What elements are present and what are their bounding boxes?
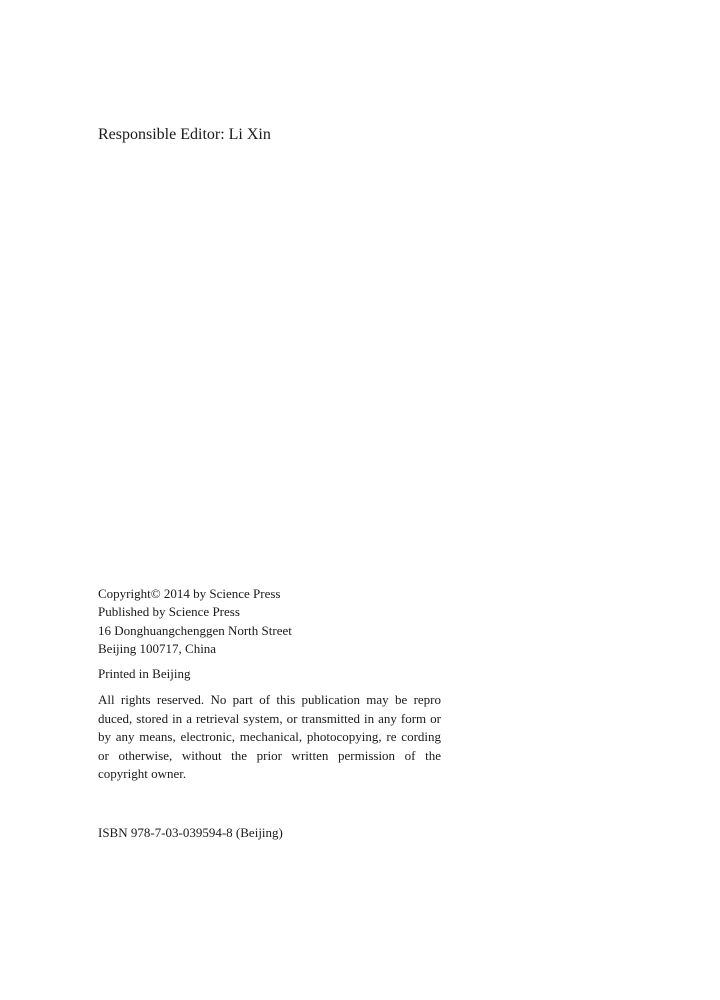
isbn: ISBN 978-7-03-039594-8 (Beijing) bbox=[98, 825, 283, 840]
publisher-street: 16 Donghuangchenggen North Street bbox=[98, 622, 292, 638]
rights-line: cording or otherwise, without the prior written permission of bbox=[98, 729, 442, 763]
publisher-line: Published by Science Press bbox=[98, 604, 240, 620]
copyright-notice: Copyright© 2014 by Science Press bbox=[98, 586, 281, 601]
copyright-block bbox=[98, 585, 441, 784]
rights-statement bbox=[98, 691, 441, 784]
printed-in: Printed in Beijing bbox=[98, 666, 191, 682]
publisher-info bbox=[98, 585, 441, 658]
rights-line: the copyright owner. bbox=[98, 747, 441, 782]
responsible-editor: Responsible Editor: Li Xin bbox=[98, 126, 271, 143]
rights-line: duced, stored in a retrieval system, or transmitted in any form bbox=[98, 710, 431, 726]
publisher-city: Beijing 100717, China bbox=[98, 640, 217, 656]
rights-line: All rights reserved. No part of this publication may be repro bbox=[98, 692, 441, 708]
rights-line: or by any means, electronic, mechanical, photocopying, re bbox=[98, 710, 441, 745]
